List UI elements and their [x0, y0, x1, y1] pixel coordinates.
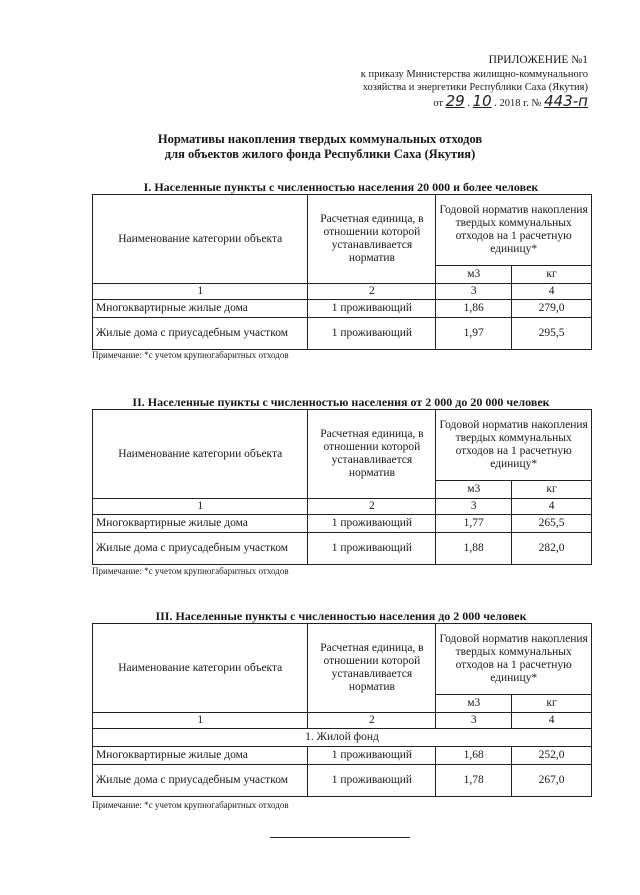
col-number-1: 1 — [93, 499, 308, 515]
date-prefix: от — [433, 97, 443, 109]
row-m3: 1,86 — [436, 300, 512, 318]
header-kg: кг — [512, 266, 592, 284]
col-number-4: 4 — [512, 713, 592, 729]
header-norm: Годовой норматив накопления твердых коммунальных отходов на 1 расчетную единицу* — [436, 410, 592, 481]
col-number-2: 2 — [308, 713, 436, 729]
row-m3: 1,68 — [436, 747, 512, 765]
row-kg: 295,5 — [512, 318, 592, 350]
section-1-title: I. Населенные пункты с численностью населения 20 000 и более человек — [143, 180, 539, 194]
section-3-note: Примечание: *с учетом крупногабаритных отходов — [92, 800, 289, 810]
order-line-1: к приказу Министерства жилищно-коммунального — [360, 68, 588, 80]
row-unit: 1 проживающий — [308, 515, 436, 533]
col-number-3: 3 — [436, 713, 512, 729]
header-category: Наименование категории объекта — [93, 624, 308, 713]
row-name: Жилые дома с приусадебным участком — [93, 765, 308, 797]
document-header — [361, 54, 588, 110]
header-category: Наименование категории объекта — [93, 195, 308, 284]
col-number-3: 3 — [436, 499, 512, 515]
header-unit: Расчетная единица, в отношении которой устанавливается норматив — [308, 410, 436, 499]
header-norm: Годовой норматив накопления твердых коммунальных отходов на 1 расчетную единицу* — [436, 624, 592, 695]
handwritten-day: 29 — [445, 91, 465, 110]
row-name: Многоквартирные жилые дома — [93, 747, 308, 765]
header-unit: Расчетная единица, в отношении которой устанавливается норматив — [308, 624, 436, 713]
table-row — [93, 515, 592, 533]
row-m3: 1,97 — [436, 318, 512, 350]
section-3-table — [92, 623, 592, 797]
col-number-4: 4 — [512, 499, 592, 515]
row-name: Многоквартирные жилые дома — [93, 300, 308, 318]
section-2-title: II. Населенные пункты с численностью населения от 2 000 до 20 000 человек — [132, 395, 550, 409]
date-separator: . — [494, 97, 497, 109]
section-1-note: Примечание: *с учетом крупногабаритных отходов — [92, 350, 289, 360]
col-number-1: 1 — [93, 284, 308, 300]
header-kg: кг — [512, 481, 592, 499]
handwritten-month: 10 — [472, 91, 492, 110]
row-kg: 279,0 — [512, 300, 592, 318]
row-unit: 1 проживающий — [308, 300, 436, 318]
section-3-title: III. Населенные пункты с численностью населения до 2 000 человек — [155, 609, 527, 623]
row-name: Жилые дома с приусадебным участком — [93, 318, 308, 350]
document-title — [0, 132, 640, 162]
header-kg: кг — [512, 695, 592, 713]
table-row — [93, 765, 592, 797]
appendix-title: ПРИЛОЖЕНИЕ №1 — [488, 54, 588, 66]
row-unit: 1 проживающий — [308, 765, 436, 797]
closing-line — [270, 837, 410, 838]
header-m3: м3 — [436, 481, 512, 499]
table-row — [93, 533, 592, 565]
section-2-note: Примечание: *с учетом крупногабаритных отходов — [92, 566, 289, 576]
table-row — [93, 318, 592, 350]
header-m3: м3 — [436, 266, 512, 284]
row-unit: 1 проживающий — [308, 747, 436, 765]
document-title-line-1: Нормативы накопления твердых коммунальных отходов — [157, 132, 483, 146]
row-kg: 252,0 — [512, 747, 592, 765]
row-kg: 282,0 — [512, 533, 592, 565]
order-line-2: хозяйства и энергетики Республики Саха (Якутия) — [362, 82, 588, 93]
col-number-1: 1 — [93, 713, 308, 729]
section-2-table — [92, 409, 592, 565]
col-number-2: 2 — [308, 499, 436, 515]
table-row — [93, 747, 592, 765]
order-date-line — [361, 91, 588, 111]
header-m3: м3 — [436, 695, 512, 713]
table-row — [93, 300, 592, 318]
section-1-table — [92, 194, 592, 350]
row-name: Жилые дома с приусадебным участком — [93, 533, 308, 565]
col-number-3: 3 — [436, 284, 512, 300]
row-m3: 1,78 — [436, 765, 512, 797]
header-norm: Годовой норматив накопления твердых коммунальных отходов на 1 расчетную единицу* — [436, 195, 592, 266]
row-unit: 1 проживающий — [308, 533, 436, 565]
handwritten-order-number: 443-п — [544, 91, 588, 110]
col-number-4: 4 — [512, 284, 592, 300]
row-kg: 265,5 — [512, 515, 592, 533]
row-m3: 1,77 — [436, 515, 512, 533]
header-unit: Расчетная единица, в отношении которой устанавливается норматив — [308, 195, 436, 284]
col-number-2: 2 — [308, 284, 436, 300]
date-separator: . — [467, 97, 470, 109]
header-category: Наименование категории объекта — [93, 410, 308, 499]
row-kg: 267,0 — [512, 765, 592, 797]
document-title-line-2: для объектов жилого фонда Республики Саха (Якутия) — [164, 147, 476, 161]
subheading-housing-fund: 1. Жилой фонд — [93, 729, 592, 747]
row-name: Многоквартирные жилые дома — [93, 515, 308, 533]
row-m3: 1,88 — [436, 533, 512, 565]
row-unit: 1 проживающий — [308, 318, 436, 350]
year-text: 2018 г. № — [499, 97, 542, 109]
